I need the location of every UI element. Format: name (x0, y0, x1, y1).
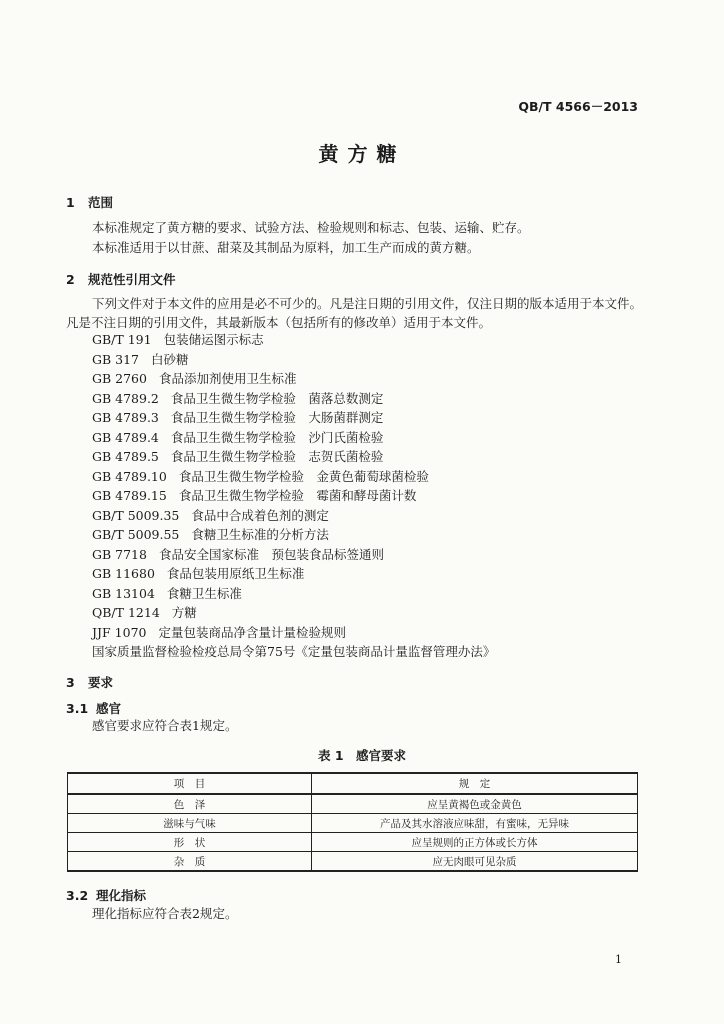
table-cell-requirement: 应呈黄褐色或金黄色 (312, 794, 638, 814)
reference-code: GB 2760 (92, 371, 147, 386)
section-title: 范围 (88, 195, 114, 210)
section-3-1-heading (66, 699, 121, 717)
reference-code: GB 11680 (92, 566, 155, 581)
table-1-caption: 表 1 感官要求 (317, 748, 407, 763)
reference-title: 包装储运图示标志 (163, 332, 264, 347)
reference-item (92, 603, 495, 623)
reference-title: 食品卫生微生物学检验 菌落总数测定 (170, 390, 384, 406)
section-title: 要求 (88, 675, 114, 690)
reference-item (92, 467, 495, 487)
reference-title: 食品卫生微生物学检验 志贺氏菌检验 (170, 449, 384, 464)
table-cell-requirement: 产品及其水溶液应味甜，有蜜味，无异味 (312, 814, 638, 833)
section-3-heading (66, 673, 113, 691)
reference-title: 国家质量监督检验检疫总局令第75号《定量包装商品计量监督管理办法》 (92, 644, 496, 659)
section-number: 1 (66, 195, 75, 210)
references-intro-line-2: 凡是不注日期的引用文件，其最新版本（包括所有的修改单）适用于本文件。 (66, 315, 492, 330)
reference-title: 食品卫生微生物学检验 沙门氏菌检验 (170, 429, 384, 445)
table-cell-requirement: 应呈规则的正方体或长方体 (312, 833, 638, 852)
reference-title: 食品添加剂使用卫生标准 (158, 371, 297, 386)
reference-item (92, 545, 495, 565)
reference-list (92, 330, 495, 662)
physicochemical-requirement-text: 理化指标应符合表2规定。 (92, 906, 238, 921)
reference-code: GB 4789.10 (92, 468, 167, 484)
table-cell-item: 滋味与气味 (68, 814, 312, 833)
page-number: 1 (615, 953, 622, 966)
reference-title: 食糖卫生标准 (166, 585, 242, 601)
section-2-heading (66, 270, 176, 288)
reference-item (92, 486, 495, 506)
reference-code: QB/T 1214 (92, 605, 160, 620)
column-header-item: 项 目 (68, 773, 312, 794)
reference-item (92, 428, 495, 448)
sensory-requirement-text: 感官要求应符合表1规定。 (92, 718, 238, 733)
table-header-row (68, 773, 638, 794)
section-1-heading (66, 193, 113, 211)
table-row (68, 794, 638, 814)
reference-code: GB/T 5009.35 (92, 507, 180, 523)
table-row (68, 852, 638, 872)
section-3-2-heading (66, 886, 146, 904)
reference-title: 方糖 (171, 605, 197, 620)
reference-code: GB 4789.5 (92, 449, 159, 464)
column-header-requirement: 规 定 (312, 773, 638, 794)
table-cell-item: 形 状 (68, 833, 312, 852)
reference-item (92, 564, 495, 584)
reference-title: 食品卫生微生物学检验 大肠菌群测定 (170, 410, 384, 425)
reference-item (92, 330, 495, 350)
reference-title: 白砂糖 (151, 351, 189, 367)
reference-title: 食品卫生微生物学检验 金黄色葡萄球菌检验 (178, 468, 429, 484)
reference-title: 食品包装用原纸卫生标准 (166, 566, 305, 581)
reference-code: GB 4789.15 (92, 488, 167, 503)
reference-title: 食品卫生微生物学检验 霉菌和酵母菌计数 (178, 488, 417, 503)
reference-item (92, 369, 495, 389)
standard-code: QB/T 4566－2013 (518, 99, 638, 114)
table-row (68, 833, 638, 852)
reference-item (92, 584, 495, 604)
reference-item (92, 642, 495, 662)
section-number: 3.1 (66, 701, 89, 716)
document-title: 黄方糖 (318, 142, 406, 166)
reference-item (92, 525, 495, 545)
table-cell-item: 色 泽 (68, 794, 312, 814)
reference-item (92, 389, 495, 409)
reference-item (92, 447, 495, 467)
reference-code: GB 317 (92, 351, 140, 367)
reference-title: 食品安全国家标准 预包装食品标签通则 (158, 546, 384, 562)
reference-item (92, 506, 495, 526)
table-cell-requirement: 应无肉眼可见杂质 (312, 852, 638, 872)
reference-code: GB 4789.2 (92, 390, 159, 406)
reference-code: GB/T 5009.55 (92, 527, 180, 542)
reference-code: JJF 1070 (92, 624, 147, 640)
table-cell-item: 杂 质 (68, 852, 312, 872)
reference-title: 定量包装商品净含量计量检验规则 (158, 624, 346, 640)
section-number: 3.2 (66, 888, 89, 903)
reference-code: GB 4789.3 (92, 410, 159, 425)
scope-paragraph-2: 本标准适用于以甘蔗、甜菜及其制品为原料，加工生产而成的黄方糖。 (92, 240, 480, 255)
section-number: 2 (66, 272, 75, 287)
table-row (68, 814, 638, 833)
reference-code: GB 4789.4 (92, 429, 159, 445)
reference-title: 食品中合成着色剂的测定 (191, 507, 329, 523)
reference-code: GB/T 191 (92, 332, 152, 347)
reference-item (92, 408, 495, 428)
reference-code: GB 7718 (92, 546, 147, 562)
references-intro-line-1: 下列文件对于本文件的应用是必不可少的。凡是注日期的引用文件，仅注日期的版本适用于本文件。 (92, 296, 643, 311)
section-title: 理化指标 (96, 888, 147, 903)
reference-code: GB 13104 (92, 585, 155, 601)
section-number: 3 (66, 675, 75, 690)
section-title: 规范性引用文件 (88, 272, 176, 287)
reference-title: 食糖卫生标准的分析方法 (191, 527, 329, 542)
reference-item (92, 623, 495, 643)
reference-item (92, 350, 495, 370)
sensory-requirements-table (67, 772, 638, 872)
scope-paragraph-1: 本标准规定了黄方糖的要求、试验方法、检验规则和标志、包装、运输、贮存。 (92, 220, 530, 235)
section-title: 感官 (96, 701, 122, 716)
